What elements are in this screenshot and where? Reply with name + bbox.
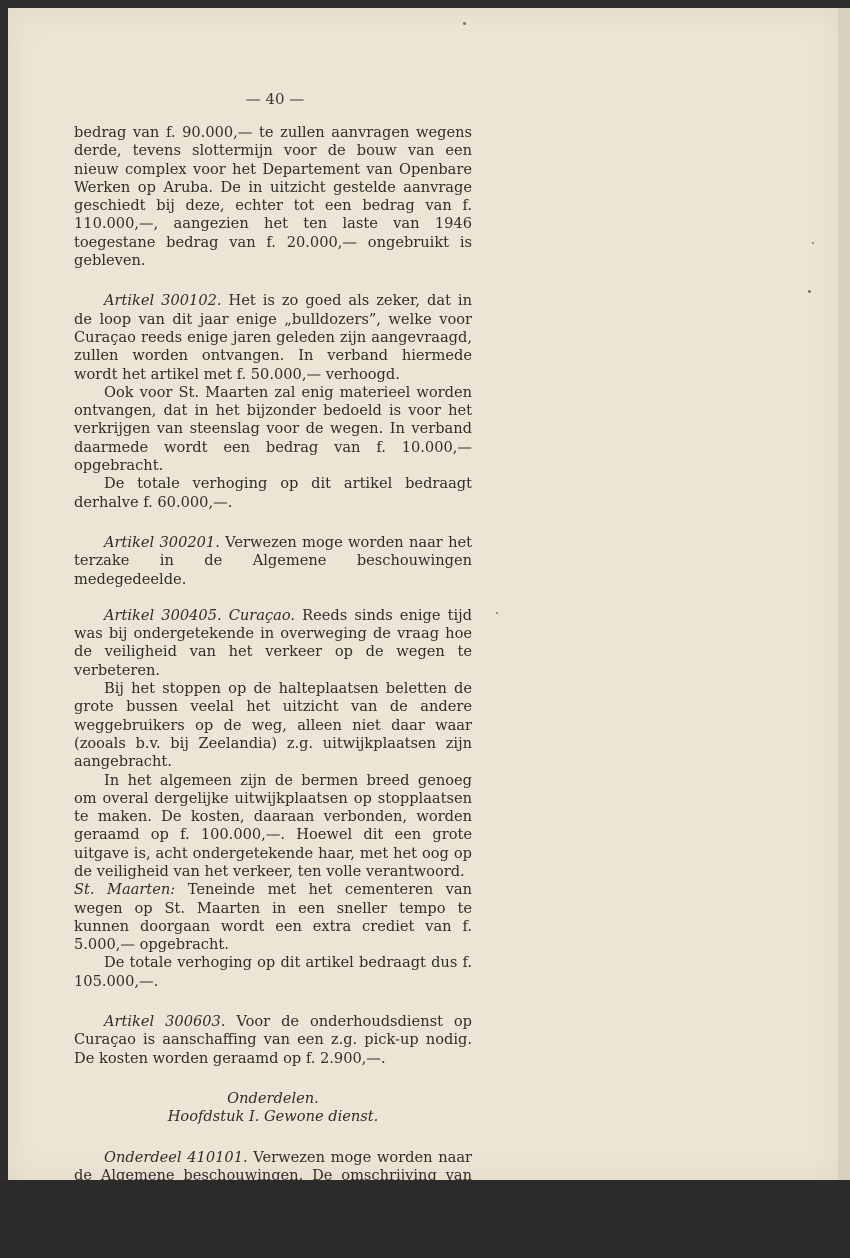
paragraph-halteplaatsen: Bij het stoppen op de halteplaatsen beletten de grote bussen veelal het uitzicht van de andere weggebruikers op de weg, alleen niet daar waar (zooals b.v. bij Zeelandia) z.g. uitwijkplaatsen zijn aangebracht. <box>74 680 472 771</box>
page-edge <box>838 8 850 1180</box>
page-number: — 40 — <box>245 90 305 108</box>
paragraph-totale-verhoging-1: De totale verhoging op dit artikel bedraagt derhalve f. 60.000,—. <box>74 475 472 511</box>
article-reference: Artikel 300603. <box>104 1013 226 1031</box>
paragraph-totale-verhoging-2: De totale verhoging op dit artikel bedraagt dus f. 105.000,—. <box>74 954 472 990</box>
article-reference: Artikel 300405. Curaçao. <box>104 606 296 624</box>
paragraph-artikel-300603: Artikel 300603. Voor de onderhoudsdienst op Curaçao is aanschaffing van een z.g. pick-up nodig. De kosten worden geraamd op f. 2.900,—. <box>74 1013 472 1067</box>
scan-speck <box>463 22 466 25</box>
paragraph-st-maarten-materieel: Ook voor St. Maarten zal enig materieel worden ontvangen, dat in het bijzonder bedoeld is voor het verkrijgen van steenslag voor de wegen. In verband daarmede wordt een bedrag van f. 10.000,— opgebracht. <box>74 383 472 475</box>
document-body <box>74 124 472 1258</box>
paragraph-artikel-300405: Artikel 300405. Curaçao. Reeds sinds enige tijd was bij ondergetekende in overweging de vraag hoe de veiligheid van het verkeer op de wegen te verbeteren. <box>74 606 472 679</box>
article-reference: Artikel 300201. <box>104 533 220 551</box>
paragraph-artikel-300102: Artikel 300102. Het is zo goed als zeker, dat in de loop van dit jaar enige „bulldozers”, welke voor Curaçao reeds enige jaren geleden zijn aangevraagd, zullen worden ontvangen. In verband hiermede wordt het artikel met f. 50.000,— verhoogd. <box>74 292 472 383</box>
article-reference: Artikel 300102. <box>104 292 222 310</box>
scan-speck <box>808 290 811 293</box>
section-reference: St. Maarten: <box>74 881 176 899</box>
scan-speck <box>496 612 498 614</box>
paragraph-1: bedrag van f. 90.000,— te zullen aanvragen wegens derde, tevens slottermijn voor de bouw van een nieuw complex voor het Departement van Openbare Werken op Aruba. De in uitzicht gestelde aanvrage geschiedt bij deze, echter tot een bedrag van f. 110.000,—, aangezien het ten laste van 1946 toegestane bedrag van f. 20.000,— ongebruikt is gebleven. <box>74 124 472 270</box>
section-heading <box>74 1090 472 1127</box>
heading-hoofdstuk: Hoofdstuk I. Gewone dienst. <box>167 1108 379 1126</box>
paragraph-artikel-300201: Artikel 300201. Verwezen moge worden naar het terzake in de Algemene beschouwingen medegedeelde. <box>74 533 472 588</box>
paragraph-onderdeel-410101: Onderdeel 410101. Verwezen moge worden naar de Algemene beschouwingen. De omschrijving van dit onderdeel wordt gewijzigd in: Batige saldi 1944 en 1945. De raming van het onderdeel wordt verhoogd met f. 5.300.000,— en gesteld op f. 7.290.000,—. <box>74 1148 472 1258</box>
paragraph-bermen: In het algemeen zijn de bermen breed genoeg om overal dergelijke uitwijkplaatsen op stopplaatsen te maken. De kosten, daaraan verbonden, worden geraamd op f. 100.000,—. Hoewel dit een grote uitgave is, acht ondergetekende haar, met het oog op de veiligheid van het verkeer, ten volle verantwoord. <box>74 771 472 880</box>
paragraph-st-maarten-cementeren: St. Maarten: Teneinde met het cementeren van wegen op St. Maarten in een sneller tempo te kunnen doorgaan wordt een extra crediet van f. 5.000,— opgebracht. <box>74 881 472 954</box>
scan-speck <box>812 242 814 244</box>
heading-onderdelen: Onderdelen. <box>227 1089 319 1107</box>
article-reference: Onderdeel 410101. <box>104 1148 248 1166</box>
